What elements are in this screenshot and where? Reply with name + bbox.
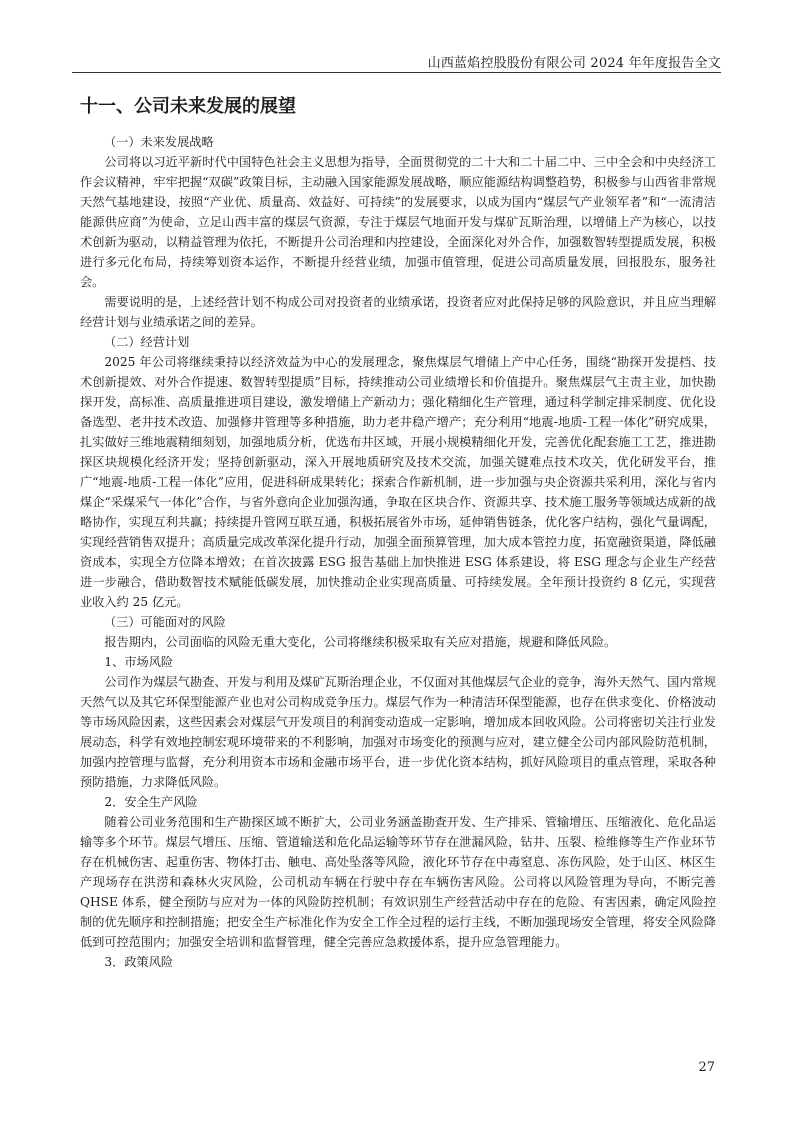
running-header: 山西蓝焰控股股份有限公司 2024 年年度报告全文 [427, 56, 721, 71]
paragraph: 3．政策风险 [104, 955, 174, 969]
page-number: 27 [698, 1060, 715, 1075]
paragraph: 公司作为煤层气勘查、开发与利用及煤矿瓦斯治理企业，不仅面对其他煤层气企业的竞争，海外天然气、国内常规天然气以及其它环保型能源产业也对公司构成竞争压力。煤层气作为一种清洁环保型能源，也存在供求变化、价格波动等市场风险因素，这些因素会对煤层气开发项目的利润变动造成一定影响，增加成本回收风险。公司将密切关注行业发展动态，科学有效地控制宏观环境带来的不利影响，加强对市场变化的预测与应对，建立健全公司内部风险防范机制，加强内控管理与监督，充分利用资本市场和金融市场平台，进一步优化资本结构，抓好风险项目的重点管理，采取各种预防措施，力求降低风险。 [80, 675, 716, 789]
subsection-heading: （三）可能面对的风险 [104, 615, 226, 629]
subsection-heading: （一）未来发展战略 [104, 135, 214, 149]
paragraph: 2025 年公司将继续秉持以经济效益为中心的发展理念，聚焦煤层气增储上产中心任务，围绕“勘探开发提档、技术创新提效、对外合作提速、数智转型提质”目标，持续推动公司业绩增长和价值提升。聚焦煤层气主责主业，加快勘探开发，高标准、高质量推进项目建设，激发增储上产新动力；强化精细化生产管理，通过科学制定排采制度、优化设备选型、老井技术改造、加强修井管理等多种措施，助力老井稳产增产；充分利用“地震-地质-工程一体化”研究成果，扎实做好三维地震精细刻划，加强地质分析，优选布井区域，开展小规模精细化开发，完善优化配套施工工艺，推进勘探区块规模化经济开发；坚持创新驱动，深入开展地质研究及技术交流，加强关键难点技术攻关，优化研发平台，推广“地震-地质-工程一体化”应用，促进科研成果转化；探索合作新机制，进一步加强与央企资源共采利用，深化与省内煤企“采煤采气一体化”合作，与省外意向企业加强沟通，争取在区块合作、资源共享、技术施工服务等领域达成新的战略协作，实现互利共赢；持续提升管网互联互通，积极拓展省外市场，延伸销售链条，优化客户结构，强化气量调配，实现经营销售双提升；高质量完成改革深化提升行动，加强全面预算管理，加大成本管控力度，拓宽融资渠道，降低融资成本，实现全方位降本增效；在首次披露 ESG 报告基础上加快推进 ESG 体系建设，将 ESG 理念与企业生产经营进一步融合，借助数智技术赋能低碳发展，加快推动企业实现高质量、可持续发展。全年预计投资约 8 亿元，实现营业收入约 25 亿元。 [80, 355, 716, 609]
paragraph: 需要说明的是，上述经营计划不构成公司对投资者的业绩承诺，投资者应对此保持足够的风险意识，并且应当理解经营计划与业绩承诺之间的差异。 [80, 295, 716, 329]
paragraph: 1、市场风险 [104, 655, 174, 669]
header-divider [72, 72, 721, 73]
paragraph: 公司将以习近平新时代中国特色社会主义思想为指导，全面贯彻党的二十大和二十届二中、三中全会和中央经济工作会议精神，牢牢把握“双碳”政策目标，主动融入国家能源发展战略，顺应能源结构调整趋势，积极参与山西省非常规天然气基地建设，按照“产业优、质量高、效益好、可持续”的发展要求，以成为国内“煤层气产业领军者”和“一流清洁能源供应商”为使命，立足山西丰富的煤层气资源，专注于煤层气地面开发与煤矿瓦斯治理，以增储上产为核心，以技术创新为驱动，以精益管理为依托，不断提升公司治理和内控建设，全面深化对外合作，加强数智转型提质发展，积极进行多元化布局，持续筹划资本运作，不断提升经营业绩，加强市值管理，促进公司高质量发展，回报股东，服务社会。 [80, 155, 716, 289]
paragraph: 2．安全生产风险 [104, 795, 198, 809]
body-text [80, 132, 716, 972]
paragraph: 报告期内，公司面临的风险无重大变化，公司将继续积极采取有关应对措施，规避和降低风险。 [104, 635, 617, 649]
paragraph: 随着公司业务范围和生产勘探区域不断扩大，公司业务涵盖勘查开发、生产排采、管输增压、压缩液化、危化品运输等多个环节。煤层气增压、压缩、管道输送和危化品运输等环节存在泄漏风险，钻井、压裂、检维修等生产作业环节存在机械伤害、起重伤害、物体打击、触电、高处坠落等风险，液化环节存在中毒窒息、冻伤风险，处于山区、林区生产现场存在洪涝和森林火灾风险，公司机动车辆在行驶中存在车辆伤害风险。公司将以风险管理为导向，不断完善 QHSE 体系，健全预防与应对为一体的风险防控机制；有效识别生产经营活动中存在的危险、有害因素，确定风险控制的优先顺序和控制措施；把安全生产标准化作为安全工作全过程的运行主线，不断加强现场安全管理，将安全风险降低到可控范围内；加强安全培训和监督管理，健全完善应急救援体系，提升应急管理能力。 [80, 815, 716, 949]
section-title: 十一、公司未来发展的展望 [80, 96, 296, 117]
page-content [80, 92, 716, 972]
subsection-heading: （二）经营计划 [104, 335, 190, 349]
